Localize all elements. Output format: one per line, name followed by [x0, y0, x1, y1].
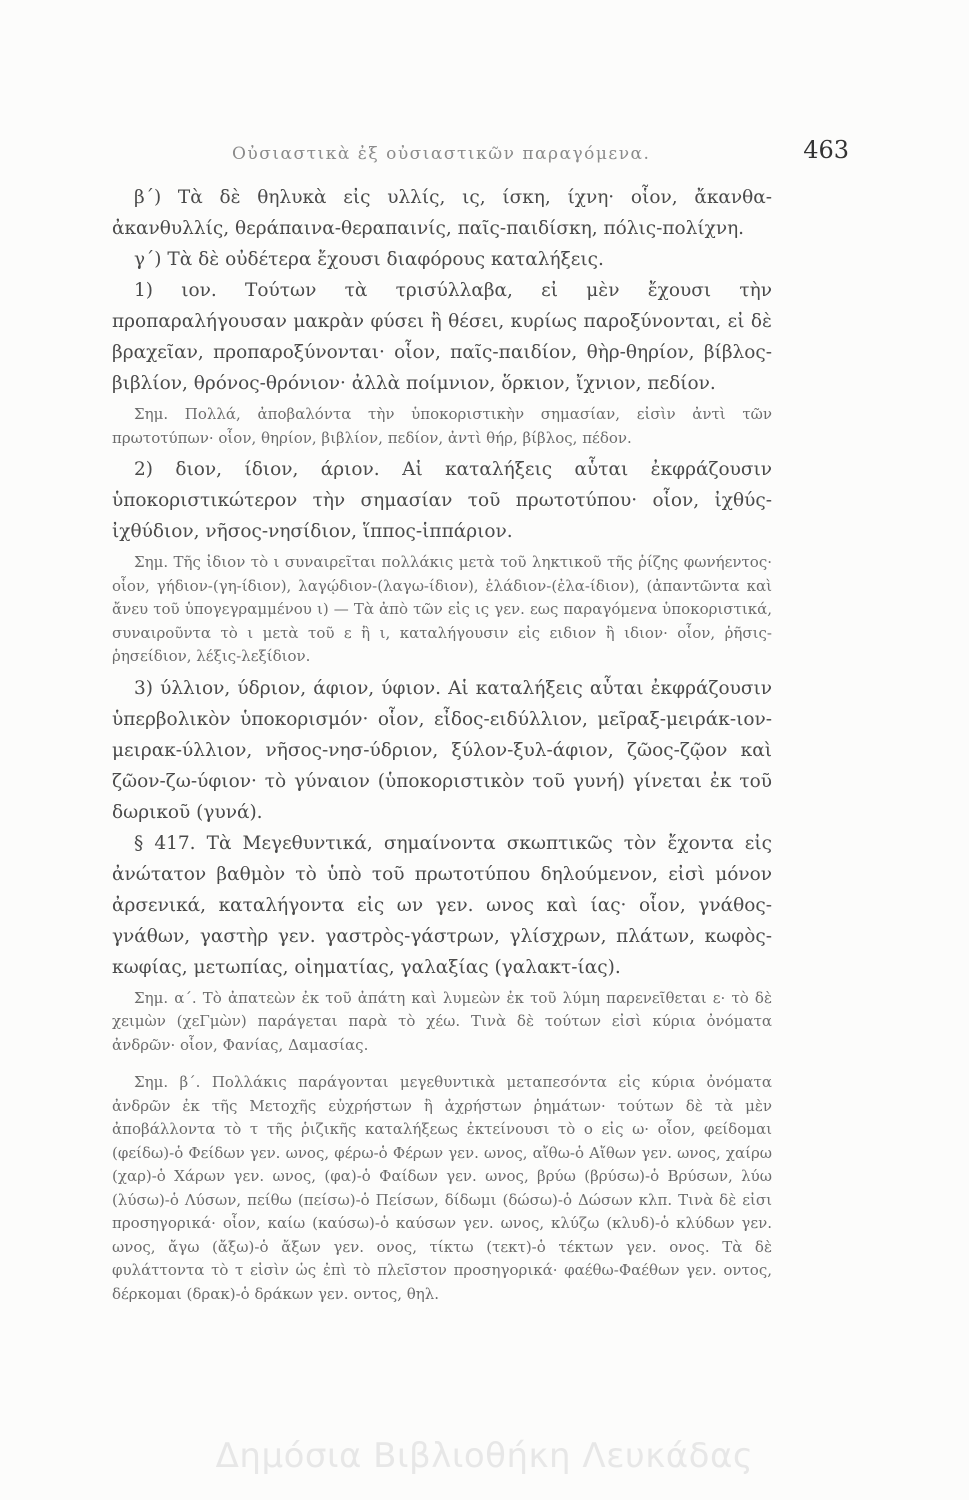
paragraph-yllion-endings: 3) ύλλιον, ύδριον, άφιον, ύφιον. Αἱ καταλήξεις αὗται ἐκφράζουσιν ὑπερβολικὸν ὑποκορισμόν· οἷον, εἶδος-ειδύλλιον, μεῖραξ-μειράκ-ιον-μειρακ-ύλλιον, νῆσος-νησ-ύδριον, ξύλον-ξυλ-άφιον, ζῶος-ζῷον καὶ ζῶον-ζω-ύφιον· τὸ γύναιον (ὑποκοριστικὸν τοῦ γυνή) γίνεται ἐκ τοῦ δωρικοῦ (γυνά).	[112, 677, 772, 823]
note-beta: Σημ. β΄. Πολλάκις παράγονται μεγεθυντικὰ μεταπεσόντα εἰς κύρια ὀνόματα ἀνδρῶν ἐκ τῆς Μετοχῆς εὐχρήστων ἢ ἀχρήστων ῥημάτων· τούτων δὲ τὰ μὲν ἀποβάλλοντα τὸ τ τῆς ῥιζικῆς καταλήξεως ἐκτείνουσι τὸ ο εἰς ω· οἷον, φείδομαι (φείδω)-ὁ Φείδων γεν. ωνος, φέρω-ὁ Φέρων γεν. ωνος, αἴθω-ὁ Αἴθων γεν. ωνος, χαίρω (χαρ)-ὁ Χάρων γεν. ωνος, (φα)-ὁ Φαίδων γεν. ωνος, βρύω (βρύσω)-ὁ Βρύσων, λύω (λύσω)-ὁ Λύσων, πείθω (πείσω)-ὁ Πείσων, δίδωμι (δώσω)-ὁ Δώσων κλπ. Τινὰ δὲ εἰσι προσηγορικά· οἷον, καίω (καύσω)-ὁ καύσων γεν. ωνος, κλύζω (κλυδ)-ὁ κλύδων γεν. ωνος, ἄγω (ἄξω)-ὁ ἄξων γεν. ονος, τίκτω (τεκτ)-ὁ τέκτων γεν. ονος. Τὰ δὲ φυλάττοντα τὸ τ εἰσὶν ὡς ἐπὶ τὸ πλεῖστον προσηγορικά· φαέθω-Φαέθων γεν. οντος, δέρκομαι (δρακ)-ὁ δράκων γεν. οντος, θηλ.	[112, 1073, 772, 1303]
page-body	[112, 182, 772, 1306]
library-watermark: Δημόσια Βιβλιοθήκη Λευκάδας	[215, 1436, 754, 1476]
note-idion: Σημ. Τῆς ἰδιον τὸ ι συναιρεῖται πολλάκις μετὰ τοῦ ληκτικοῦ τῆς ῥίζης φωνήεντος· οἷον, γήδιον-(γη-ίδιον), λαγῴδιον-(λαγω-ίδιον), ἐλάδιον-(ἐλα-ίδιον), (ἀπαντῶντα καὶ ἄνευ τοῦ ὑπογεγραμμένου ι) — Τὰ ἀπὸ τῶν εἰς ις γεν. εως παραγόμενα ὑποκοριστικά, συναιροῦντα τὸ ι μετὰ τοῦ ε ἢ ι, καταλήγουσιν εἰς ειδιον ἢ ιδιον· οἷον, ῥῆσις-ῥησείδιον, λέξις-λεξίδιον.	[112, 553, 772, 665]
page-header	[112, 136, 849, 176]
paragraph-ion-endings: 1) ιον. Τούτων τὰ τρισύλλαβα, εἰ μὲν ἔχουσι τὴν προπαραλήγουσαν μακρὰν φύσει ἢ θέσει, κυρίως παροξύνονται, εἰ δὲ βραχεῖαν, προπαροξύνονται· οἷον, παῖς-παιδίον, θὴρ-θηρίον, βίβλος-βιβλίον, θρόνος-θρόνιον· ἀλλὰ ποίμνιον, ὅρκιον, ἴχνιον, πεδίον.	[112, 280, 772, 394]
note-ion: Σημ. Πολλά, ἀποβαλόντα τὴν ὑποκοριστικὴν σημασίαν, εἰσὶν ἀντὶ τῶν πρωτοτύπων· οἷον, θηρίον, βιβλίον, πεδίον, ἀντὶ θήρ, βίβλος, πέδον.	[112, 405, 772, 447]
paragraph-dion-endings: 2) διον, ίδιον, άριον. Αἱ καταλήξεις αὗται ἐκφράζουσιν ὑποκοριστικώτερον τὴν σημασίαν τοῦ πρωτοτύπου· οἷον, ἰχθύς-ἰχθύδιον, νῆσος-νησίδιον, ἵππος-ἱππάριον.	[112, 459, 772, 542]
note-alpha: Σημ. α΄. Τὸ ἀπατεὼν ἐκ τοῦ ἀπάτη καὶ λυμεὼν ἐκ τοῦ λύμη παρενεῖθεται ε· τὸ δὲ χειμὼν (χεΓμὼν) παράγεται παρὰ τὸ χέω. Τινὰ δὲ τούτων εἰσὶ κύρια ὀνόματα ἀνδρῶν· οἷον, Φανίας, Δαμασίας.	[112, 988, 772, 1054]
page-number: 463	[803, 136, 849, 164]
section-417-augmentatives: § 417. Τὰ Μεγεθυντικά, σημαίνοντα σκωπτικῶς τὸν ἔχοντα εἰς ἀνώτατον βαθμὸν τὸ ὑπὸ τοῦ πρωτοτύπου δηλούμενον, εἰσὶ μόνον ἀρσενικά, καταλήγοντα εἰς ων γεν. ωνος καὶ ίας· οἷον, γνάθος-γνάθων, γαστὴρ γεν. γαστρὸς-γάστρων, γλίσχρων, πλάτων, κωφὸς-κωφίας, μετωπίας, οἰηματίας, γαλαξίας (γαλακτ-ίας).	[112, 832, 772, 978]
paragraph-feminine-diminutives: β΄) Τὰ δὲ θηλυκὰ εἰς υλλίς, ις, ίσκη, ίχνη· οἷον, ἄκανθα-ἀκανθυλλίς, θεράπαινα-θεραπαινίς, παῖς-παιδίσκη, πόλις-πολίχνη.	[112, 187, 772, 239]
running-head: Οὐσιαστικὰ ἐξ οὐσιαστικῶν παραγόμενα.	[232, 144, 651, 164]
paragraph-neuter-intro: γ΄) Τὰ δὲ οὐδέτερα ἔχουσι διαφόρους καταλήξεις.	[134, 249, 604, 270]
